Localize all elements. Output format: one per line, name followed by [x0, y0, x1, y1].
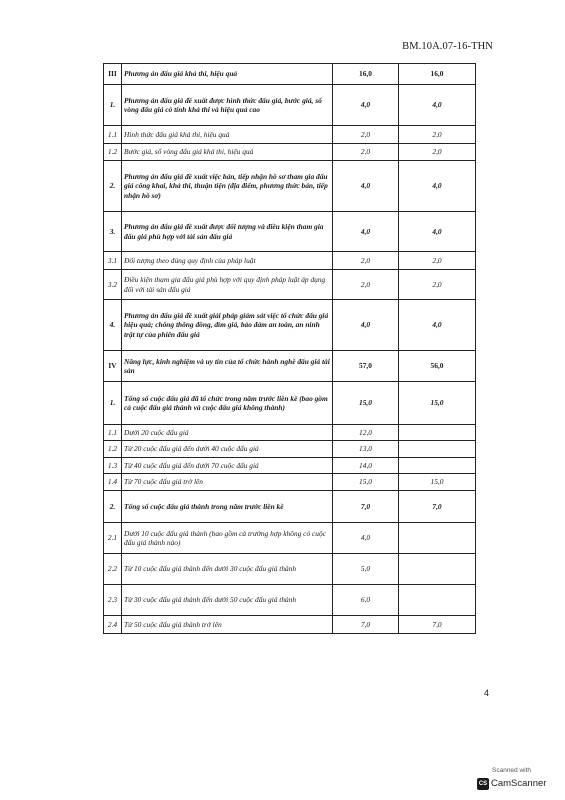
- max-score: 13,0: [333, 441, 399, 458]
- awarded-score: 2,0: [399, 144, 476, 161]
- awarded-score: 2,0: [399, 126, 476, 144]
- row-number: 3.1: [104, 252, 122, 270]
- criterion-text: Phương án đấu giá đề xuất được hình thức đấu giá, bước giá, số vòng đấu giá có tính khả thi và hiệu quả cao: [122, 85, 333, 126]
- document-code: BM.10A.07-16-THN: [402, 41, 493, 52]
- awarded-score: [399, 425, 476, 441]
- criterion-text: Tổng số cuộc đấu giá thành trong năm trước liền kề: [122, 491, 333, 523]
- table-row: [104, 85, 476, 126]
- table-row: [104, 554, 476, 585]
- table-row: [104, 252, 476, 270]
- table-row: [104, 441, 476, 458]
- max-score: 4,0: [333, 523, 399, 554]
- awarded-score: 4,0: [399, 85, 476, 126]
- max-score: 4,0: [333, 161, 399, 212]
- criterion-text: Từ 20 cuộc đấu giá đến dưới 40 cuộc đấu giá: [122, 441, 333, 458]
- row-number: III: [104, 64, 122, 85]
- row-number: IV: [104, 351, 122, 382]
- criterion-text: Phương án đấu giá đề xuất việc bán, tiếp nhận hồ sơ tham gia đấu giá công khai, khả thi, thuận tiện (địa điểm, phương thức bán, tiếp nhận hồ sơ): [122, 161, 333, 212]
- table-row: [104, 144, 476, 161]
- camscanner-logo-icon: CS: [477, 778, 489, 790]
- row-number: 1.1: [104, 425, 122, 441]
- scanned-with-text: Scanned with: [492, 767, 532, 774]
- max-score: 57,0: [333, 351, 399, 382]
- table-row: [104, 458, 476, 474]
- table-row: [104, 270, 476, 300]
- criterion-text: Dưới 20 cuộc đấu giá: [122, 425, 333, 441]
- table-row: [104, 64, 476, 85]
- table-row: [104, 616, 476, 634]
- max-score: 6,0: [333, 585, 399, 616]
- awarded-score: 56,0: [399, 351, 476, 382]
- criterion-text: Từ 30 cuộc đấu giá thành đến dưới 50 cuộc đấu giá thành: [122, 585, 333, 616]
- awarded-score: 4,0: [399, 161, 476, 212]
- table-row: [104, 585, 476, 616]
- max-score: 12,0: [333, 425, 399, 441]
- awarded-score: [399, 523, 476, 554]
- max-score: 2,0: [333, 270, 399, 300]
- table-row: [104, 300, 476, 351]
- row-number: 2.3: [104, 585, 122, 616]
- row-number: 1.: [104, 382, 122, 425]
- awarded-score: 2,0: [399, 252, 476, 270]
- row-number: 4.: [104, 300, 122, 351]
- criterion-text: Tổng số cuộc đấu giá đã tổ chức trong năm trước liền kề (bao gồm cả cuộc đấu giá thành và cuộc đấu giá không thành): [122, 382, 333, 425]
- row-number: 2.: [104, 161, 122, 212]
- max-score: 4,0: [333, 85, 399, 126]
- awarded-score: 15,0: [399, 382, 476, 425]
- max-score: 16,0: [333, 64, 399, 85]
- criterion-text: Bước giá, số vòng đấu giá khả thi, hiệu quả: [122, 144, 333, 161]
- max-score: 7,0: [333, 616, 399, 634]
- row-number: 1.2: [104, 441, 122, 458]
- criterion-text: Dưới 10 cuộc đấu giá thành (bao gồm cả trường hợp không có cuộc đấu giá thành nào): [122, 523, 333, 554]
- row-number: 3.2: [104, 270, 122, 300]
- criterion-text: Điều kiện tham gia đấu giá phù hợp với quy định pháp luật áp dụng đối với tài sản đấu giá: [122, 270, 333, 300]
- awarded-score: [399, 554, 476, 585]
- criterion-text: Hình thức đấu giá khả thi, hiệu quả: [122, 126, 333, 144]
- scoring-criteria-table: [103, 63, 476, 634]
- awarded-score: 7,0: [399, 616, 476, 634]
- max-score: 4,0: [333, 300, 399, 351]
- criterion-text: Từ 40 cuộc đấu giá đến dưới 70 cuộc đấu giá: [122, 458, 333, 474]
- table-row: [104, 212, 476, 252]
- awarded-score: [399, 585, 476, 616]
- criterion-text: Phương án đấu giá đề xuất được đối tượng và điều kiện tham gia đấu giá phù hợp với tài sản đấu giá: [122, 212, 333, 252]
- row-number: 2.: [104, 491, 122, 523]
- table-row: [104, 126, 476, 144]
- page-number: 4: [484, 688, 490, 698]
- awarded-score: 16,0: [399, 64, 476, 85]
- max-score: 14,0: [333, 458, 399, 474]
- row-number: 1.2: [104, 144, 122, 161]
- table-row: [104, 382, 476, 425]
- camscanner-watermark: [475, 767, 555, 793]
- max-score: 7,0: [333, 491, 399, 523]
- criterion-text: Đối tượng theo đúng quy định của pháp luật: [122, 252, 333, 270]
- criterion-text: Phương án đấu giá khả thi, hiệu quả: [122, 64, 333, 85]
- awarded-score: 2,0: [399, 270, 476, 300]
- row-number: 1.1: [104, 126, 122, 144]
- max-score: 2,0: [333, 144, 399, 161]
- row-number: 3.: [104, 212, 122, 252]
- criterion-text: Từ 10 cuộc đấu giá thành đến dưới 30 cuộc đấu giá thành: [122, 554, 333, 585]
- table-row: [104, 474, 476, 491]
- scoring-table-body: [104, 64, 476, 634]
- awarded-score: 7,0: [399, 491, 476, 523]
- criterion-text: Phương án đấu giá đề xuất giải pháp giám sát việc tổ chức đấu giá hiệu quả; chống thông đồng, dìm giá, bảo đảm an toàn, an ninh trật tự của phiên đấu giá: [122, 300, 333, 351]
- table-row: [104, 161, 476, 212]
- row-number: 2.1: [104, 523, 122, 554]
- criterion-text: Từ 50 cuộc đấu giá thành trở lên: [122, 616, 333, 634]
- table-row: [104, 425, 476, 441]
- row-number: 2.4: [104, 616, 122, 634]
- camscanner-name: CamScanner: [491, 778, 547, 789]
- awarded-score: 4,0: [399, 300, 476, 351]
- max-score: 5,0: [333, 554, 399, 585]
- awarded-score: [399, 441, 476, 458]
- criterion-text: Từ 70 cuộc đấu giá trở lên: [122, 474, 333, 491]
- table-row: [104, 491, 476, 523]
- row-number: 1.: [104, 85, 122, 126]
- table-row: [104, 523, 476, 554]
- row-number: 1.4: [104, 474, 122, 491]
- row-number: 2.2: [104, 554, 122, 585]
- max-score: 4,0: [333, 212, 399, 252]
- table-row: [104, 351, 476, 382]
- criterion-text: Năng lực, kinh nghiệm và uy tín của tổ chức hành nghề đấu giá tài sản: [122, 351, 333, 382]
- awarded-score: 15,0: [399, 474, 476, 491]
- row-number: 1.3: [104, 458, 122, 474]
- max-score: 15,0: [333, 474, 399, 491]
- awarded-score: 4,0: [399, 212, 476, 252]
- max-score: 2,0: [333, 252, 399, 270]
- awarded-score: [399, 458, 476, 474]
- max-score: 2,0: [333, 126, 399, 144]
- max-score: 15,0: [333, 382, 399, 425]
